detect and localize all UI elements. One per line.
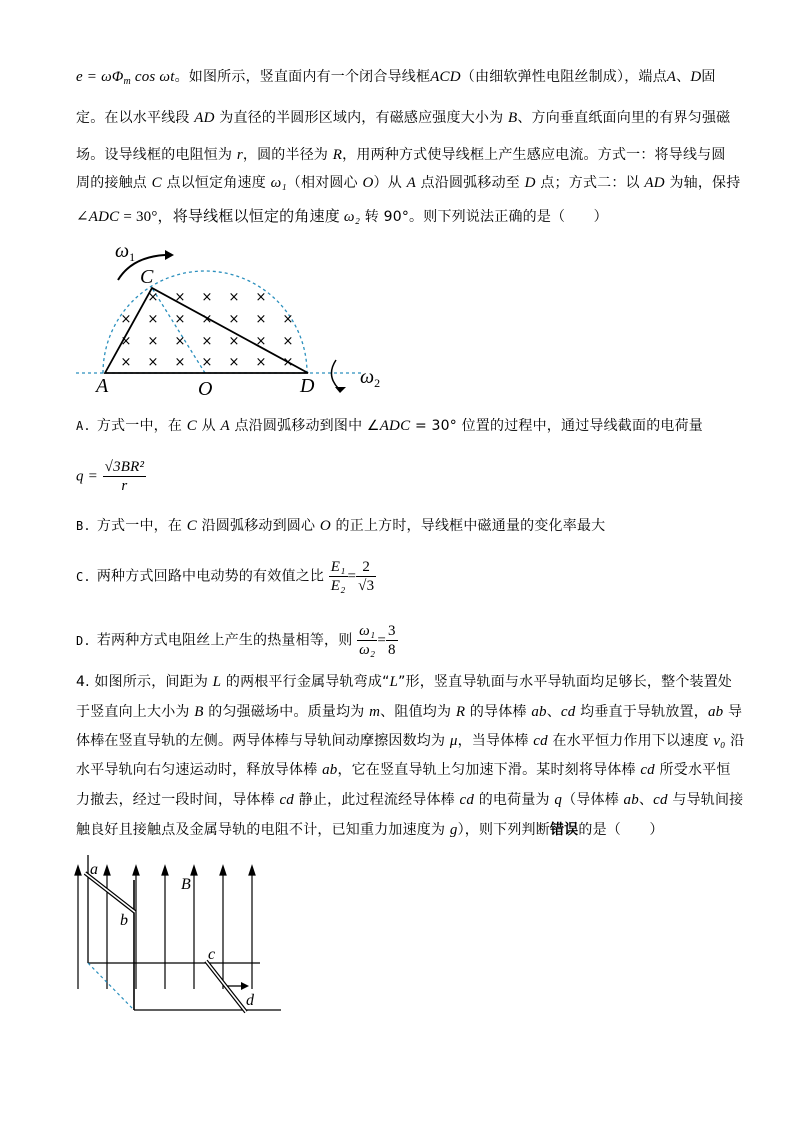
svg-text:×: × [174, 355, 186, 370]
svg-text:×: × [255, 334, 267, 349]
omega1-arrowhead [165, 250, 174, 260]
svg-text:×: × [174, 334, 186, 349]
intro-line-5: ∠ADC = 30°，将导线框以恒定的角速度 ω₂ 转 90°。则下列说法正确的是（ ） [76, 209, 608, 225]
q4-line-2: 于竖直向上大小为 B 的匀强磁场中。质量均为 m、阻值均为 R 的导体棒 ab、cd 均垂直于导轨放置，ab 导 [76, 704, 743, 720]
svg-text:×: × [228, 355, 240, 370]
figure-l-rails [65, 855, 295, 1025]
svg-text:×: × [147, 334, 159, 349]
svg-text:×: × [147, 355, 159, 370]
label-A: A [96, 375, 109, 397]
svg-text:×: × [120, 334, 132, 349]
label-B: B [181, 876, 191, 893]
svg-text:×: × [201, 355, 213, 370]
rail-connection-dashed [88, 963, 134, 1010]
label-c: c [208, 946, 216, 963]
figure-semicircle-field [70, 235, 400, 405]
label-C: C [140, 266, 154, 288]
label-d: d [246, 992, 254, 1009]
svg-text:×: × [228, 290, 240, 305]
omega2-arrowhead [335, 387, 346, 393]
label-b: b [120, 912, 128, 929]
svg-text:×: × [174, 290, 186, 305]
intro-line-3: 场。设导线框的电阻恒为 r，圆的半径为 R，用两种方式使导线框上产生感应电流。方式一：将导线与圆 [76, 147, 726, 163]
svg-text:×: × [201, 290, 213, 305]
svg-text:×: × [201, 312, 213, 327]
svg-text:×: × [255, 312, 267, 327]
svg-text:×: × [174, 312, 186, 327]
q4-line-5: 力撤去，经过一段时间，导体棒 cd 静止，此过程流经导体棒 cd 的电荷量为 q（导体棒 ab、cd 与导轨间接 [76, 792, 744, 808]
formula-emf: $e = \omega\Phi_m$ cos ωt [76, 69, 175, 87]
svg-text:×: × [282, 312, 294, 327]
label-omega1: $\omega_1$ [115, 240, 136, 264]
svg-text:×: × [120, 312, 132, 327]
svg-text:×: × [228, 334, 240, 349]
option-c: C. 两种方式回路中电动势的有效值之比 $\frac{\text{E₁}}{\text{E₂}}$ = $\frac{2}{√3}$ [76, 559, 375, 594]
option-d: D. 若两种方式电阻丝上产生的热量相等，则 $\frac{\text{ω₁}}{\text{ω₂}}$ = $\frac{3}{8}$ [76, 623, 396, 658]
label-O: O [198, 378, 213, 400]
label-omega2: $\omega_2$ [360, 366, 381, 390]
fraction-2-sqrt3: $\frac{2}{√3}$ [358, 559, 375, 594]
svg-text:×: × [255, 290, 267, 305]
emphasis-wrong: 错误 [549, 822, 579, 838]
fraction-3-8: $\frac{3}{8}$ [388, 623, 396, 658]
intro-line-4: 周的接触点 C 点以恒定角速度 ω₁（相对圆心 O）从 A 点沿圆弧移动至 D 点；方式二：以 AD 为轴，保持 [76, 175, 741, 191]
fraction-charge: $\frac{\text{√3BR²}}{r}$ [104, 459, 145, 494]
omega2-arrow-path [331, 360, 338, 388]
fraction-e1-e2: $\frac{\text{E₁}}{\text{E₂}}$ [330, 559, 346, 594]
svg-text:×: × [201, 334, 213, 349]
svg-text:×: × [282, 355, 294, 370]
label-a: a [90, 861, 98, 878]
option-b: B. 方式一中，在 C 沿圆弧移动到圆心 O 的正上方时，导线框中磁通量的变化率最大 [76, 518, 606, 534]
svg-text:×: × [282, 334, 294, 349]
rod-ab [85, 873, 135, 912]
q4-line-4: 水平导轨向右匀速运动时，释放导体棒 ab，它在竖直导轨上匀加速下滑。某时刻将导体棒 cd 所受水平恒 [76, 762, 731, 778]
q4-line-6: 触良好且接触点及金属导轨的电阻不计，已知重力加速度为 g），则下列判断错误的是（ ） [76, 822, 664, 838]
intro-line-2: 定。在以水平线段 AD 为直径的半圆形区域内，有磁感应强度大小为 B、方向垂直纸面向里的有界匀强磁 [76, 110, 731, 126]
svg-text:×: × [147, 290, 159, 305]
option-a: A. 方式一中，在 C 从 A 点沿圆弧移动到图中 ∠ADC = 30° 位置的过程中，通过导线截面的电荷量 [76, 418, 703, 434]
option-a-formula: q = $\frac{\text{√3BR²}}{r}$ [76, 459, 145, 494]
fraction-omega: $\frac{\text{ω₁}}{\text{ω₂}}$ [359, 623, 376, 658]
svg-text:×: × [120, 355, 132, 370]
q4-line-1: 4. 如图所示，间距为 L 的两根平行金属导轨弯成“L”形，竖直导轨面与水平导轨面均足够长，整个装置处 [76, 674, 733, 690]
svg-text:×: × [147, 312, 159, 327]
intro-line-1: $e = \omega\Phi_m$ cos ωt。如图所示，竖直面内有一个闭合导线框ACD（由细软弹性电阻丝制成），端点A、D固 [76, 69, 716, 87]
label-D: D [300, 375, 315, 397]
q4-line-3: 体棒在竖直导轨的左侧。两导体棒与导轨间动摩擦因数均为 μ，当导体棒 cd 在水平恒力作用下以速度 v₀ 沿 [76, 733, 745, 749]
svg-text:×: × [228, 312, 240, 327]
svg-text:×: × [255, 355, 267, 370]
field-crosses [121, 290, 294, 370]
